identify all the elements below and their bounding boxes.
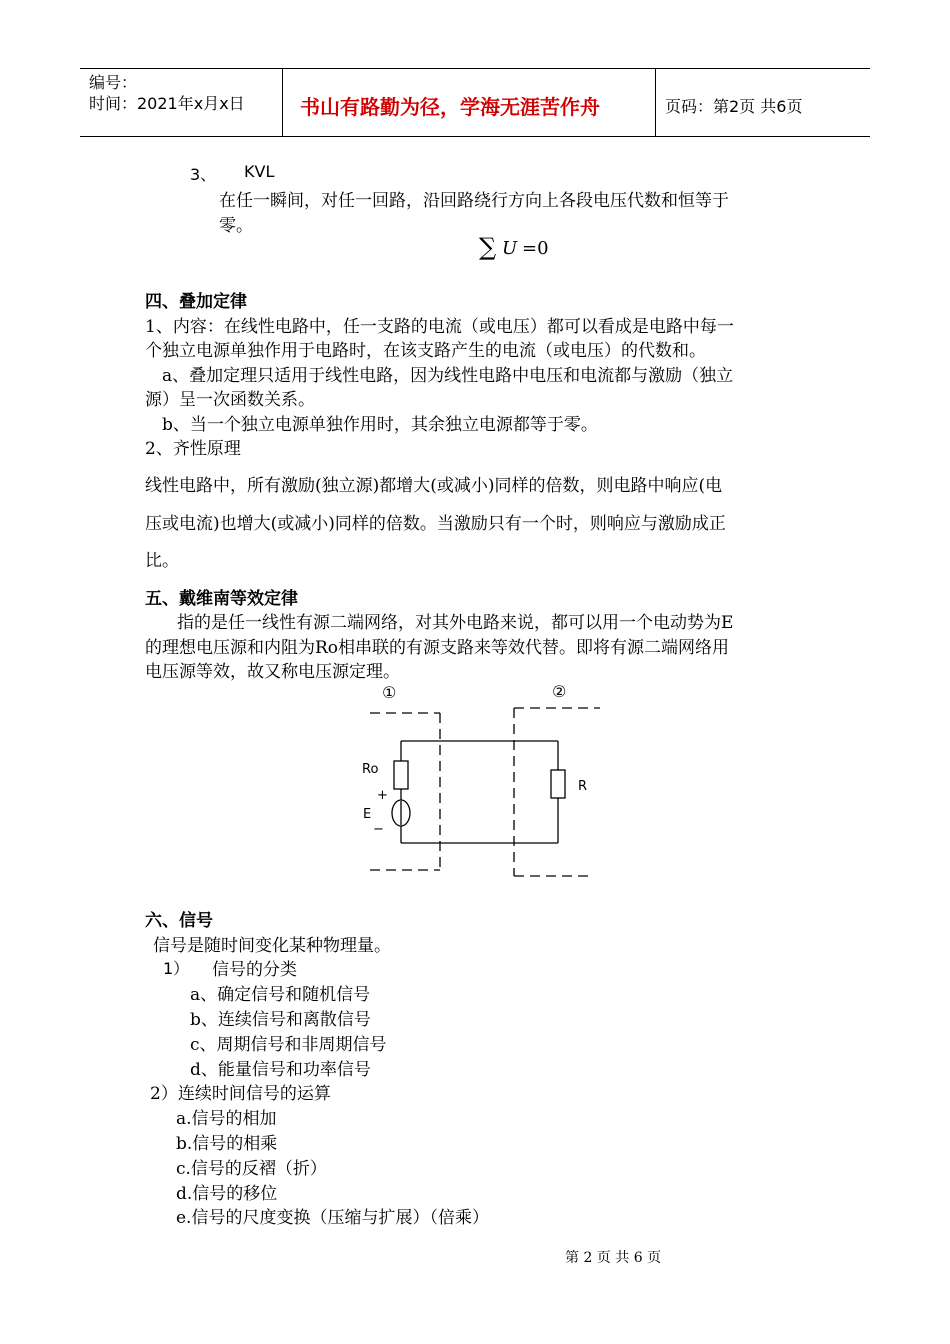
- r-label: R: [578, 779, 588, 794]
- superposition-note-a-line1: a、叠加定理只适用于线性电路，因为线性电路中电压和电流都与激励（独立: [162, 366, 734, 386]
- circuit-wires: [401, 741, 558, 843]
- plus-label: +: [377, 788, 388, 803]
- voltage-source-e: [392, 800, 410, 826]
- load-resistor-r: [551, 770, 565, 798]
- signal-class-item: d、能量信号和功率信号: [190, 1060, 371, 1080]
- network2-label: ②: [552, 682, 567, 701]
- network1-label: ①: [382, 683, 397, 702]
- kvl-number: 3、: [190, 165, 217, 184]
- formula-variable: U: [502, 238, 518, 259]
- sum-symbol: ∑: [479, 233, 497, 261]
- signal-op-item: a.信号的相加: [176, 1109, 277, 1129]
- signal-class-title: 信号的分类: [212, 960, 297, 980]
- signal-ops-title: 2）连续时间信号的运算: [150, 1084, 331, 1104]
- superposition-item1-line2: 个独立电源单独作用于电路时，在该支路产生的电流（或电压）的代数和。: [145, 341, 706, 361]
- internal-resistor-ro: [394, 761, 408, 789]
- homogeneity-line1: 线性电路中，所有激励(独立源)都增大(或减小)同样的倍数，则电路中响应(电: [145, 476, 723, 496]
- thevenin-line1: 指的是任一线性有源二端网络，对其外电路来说，都可以用一个电动势为E: [177, 613, 734, 633]
- kvl-title: KVL: [244, 162, 275, 181]
- superposition-note-a-line2: 源）呈一次函数关系。: [145, 390, 315, 410]
- signal-class-item: c、周期信号和非周期信号: [190, 1035, 387, 1055]
- signal-class-item: b、连续信号和离散信号: [190, 1010, 371, 1030]
- superposition-item2: 2、齐性原理: [145, 439, 241, 459]
- thevenin-line2: 的理想电压源和内阻为Ro相串联的有源支路来等效代替。即将有源二端网络用: [145, 638, 730, 658]
- minus-label: −: [373, 822, 384, 837]
- kvl-text-line2: 零。: [219, 216, 253, 236]
- thevenin-line3: 电压源等效，故又称电压源定理。: [145, 662, 400, 682]
- header-time-label: 时间：2021年x月x日: [89, 94, 245, 113]
- homogeneity-line3: 比。: [145, 551, 179, 571]
- signal-op-item: b.信号的相乘: [176, 1134, 278, 1154]
- signal-op-item: c.信号的反褶（折）: [176, 1159, 327, 1179]
- ro-label: Ro: [362, 762, 379, 777]
- signal-op-item: e.信号的尺度变换（压缩与扩展）（倍乘）: [176, 1208, 489, 1228]
- header-motto: 书山有路勤为径，学海无涯苦作舟: [300, 95, 600, 119]
- e-label: E: [363, 807, 372, 822]
- footer-page-number: 第 2 页 共 6 页: [565, 1250, 662, 1266]
- kvl-text-line1: 在任一瞬间，对任一回路，沿回路绕行方向上各段电压代数和恒等于: [219, 191, 729, 211]
- signal-heading: 六、信号: [145, 911, 213, 931]
- formula-equals-zero: =0: [522, 238, 549, 259]
- signal-intro: 信号是随时间变化某种物理量。: [153, 936, 391, 956]
- signal-class-item: a、确定信号和随机信号: [190, 985, 371, 1005]
- signal-class-number: 1）: [163, 959, 190, 978]
- superposition-heading: 四、叠加定律: [145, 292, 247, 312]
- header-page-code: 页码：第2页 共6页: [665, 97, 803, 116]
- superposition-item1-line1: 1、内容：在线性电路中，任一支路的电流（或电压）都可以看成是电路中每一: [145, 317, 734, 337]
- thevenin-heading: 五、戴维南等效定律: [145, 589, 298, 609]
- signal-op-item: d.信号的移位: [176, 1184, 278, 1204]
- header-code-label: 编号：: [89, 73, 138, 92]
- homogeneity-line2: 压或电流)也增大(或减小)同样的倍数。当激励只有一个时，则响应与激励成正: [145, 514, 726, 534]
- superposition-note-b: b、当一个独立电源单独作用时，其余独立电源都等于零。: [162, 415, 598, 435]
